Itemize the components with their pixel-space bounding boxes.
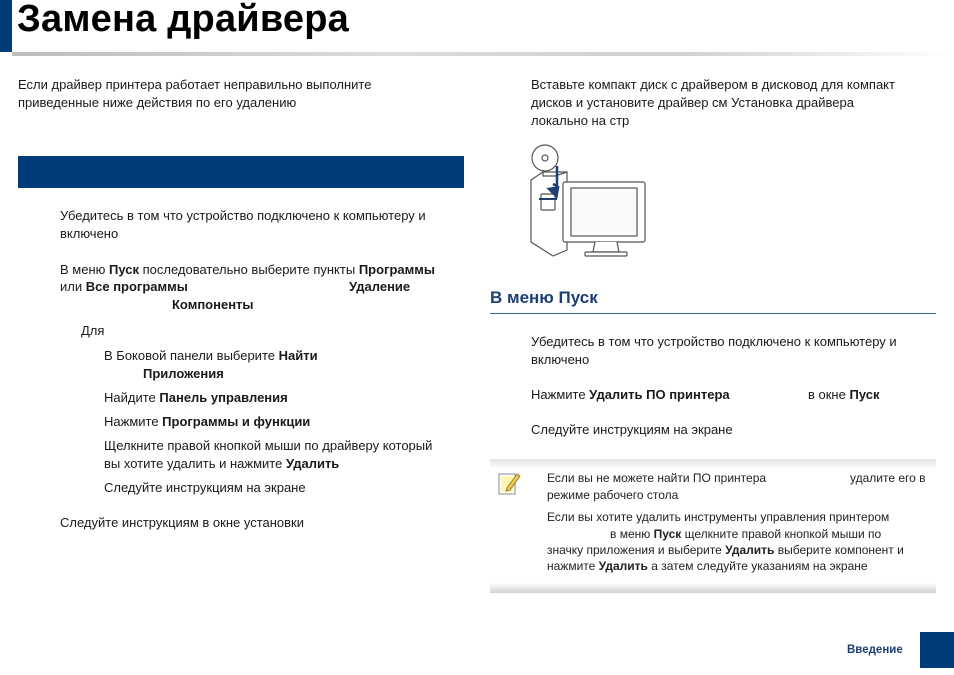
substep-text: вы хотите удалить и нажмите <box>104 456 286 471</box>
right-para-line-3: локально на стр <box>531 113 630 128</box>
substep-delete: Удалить <box>285 456 340 471</box>
start-step1-line-2: включено <box>531 352 590 367</box>
step2-text: или <box>60 279 86 294</box>
title-divider <box>12 52 954 56</box>
start-step2-tail <box>808 386 879 404</box>
note-text: выберите компонент и <box>774 543 904 557</box>
uninstall-printer-software: Удалить ПО принтера <box>589 387 730 402</box>
note-text: значку приложения и выберите <box>547 543 726 557</box>
substep2 <box>104 389 288 407</box>
right-para-line-2: дисков и установите драйвер см Установка драйвера <box>531 95 854 110</box>
note-delete-label-2: Удалить <box>598 559 648 573</box>
note-text: нажмите <box>547 559 599 573</box>
note-line-1a: Если вы не можете найти ПО принтера <box>547 471 767 485</box>
substep-text: Найдите <box>104 390 160 405</box>
step2-start-menu: Пуск <box>109 262 139 277</box>
substep-programs-features: Программы и функции <box>162 414 311 429</box>
step2-text: последовательно выберите пункты <box>139 262 359 277</box>
start-step3: Следуйте инструкциям на экране <box>531 422 733 437</box>
right-para-line-1: Вставьте компакт диск с драйвером в дисковод для компакт <box>531 77 895 92</box>
note-line-1b: удалите его в <box>850 471 926 485</box>
note-line-5 <box>547 542 904 559</box>
step-text: Нажмите <box>531 387 590 402</box>
intro-line-2: приведенные ниже действия по его удалению <box>18 95 297 110</box>
step2-text: В меню <box>60 262 109 277</box>
step2-uninstall-label: Удаление <box>349 279 411 294</box>
note-delete-label: Удалить <box>725 543 775 557</box>
footer-section-link[interactable]: Введение <box>847 644 903 656</box>
substep-find: Найти <box>278 348 318 363</box>
start-step1-line-1: Убедитесь в том что устройство подключено к компьютеру и <box>531 334 897 349</box>
step2-line-1 <box>60 261 435 279</box>
pc-tower-icon <box>531 172 567 256</box>
substep1-line-2 <box>143 365 224 383</box>
step1-line-2: включено <box>60 226 119 241</box>
step2-all-programs: Все программы <box>85 279 188 294</box>
section-band <box>18 156 464 188</box>
step1-line-1: Убедитесь в том что устройство подключено к компьютеру и <box>60 208 426 223</box>
step2-components-label: Компоненты <box>172 297 254 312</box>
section-divider <box>490 313 936 314</box>
start-step2 <box>531 386 730 404</box>
start-menu-label: Пуск <box>849 387 880 402</box>
section-heading: В меню Пуск <box>490 288 598 307</box>
note-pencil-icon <box>497 470 521 496</box>
intro-line-1: Если драйвер принтера работает неправильно выполните <box>18 77 372 92</box>
step3: Следуйте инструкциям в окне установки <box>60 515 304 530</box>
substep4-line-1: Щелкните правой кнопкой мыши по драйверу который <box>104 438 433 453</box>
substep5: Следуйте инструкциям на экране <box>104 480 306 495</box>
note-text: щелкните правой кнопкой мыши по <box>681 527 882 541</box>
note-line-6 <box>547 558 868 575</box>
substep1-line-1 <box>104 347 318 365</box>
cd-install-illustration <box>527 142 651 260</box>
step2-programs: Программы <box>358 262 435 277</box>
note-line-3: Если вы хотите удалить инструменты управления принтером <box>547 510 890 524</box>
substep3 <box>104 413 310 431</box>
note-line-2: режиме рабочего стола <box>547 488 679 502</box>
header-accent-bar <box>0 0 12 52</box>
page-number-box <box>920 632 954 668</box>
substep-apps: Приложения <box>143 366 224 381</box>
note-line-4 <box>610 526 881 543</box>
step2-components <box>172 296 254 314</box>
substep-control-panel: Панель управления <box>159 390 288 405</box>
step-text: в окне <box>808 387 850 402</box>
substep-text: В Боковой панели выберите <box>104 348 279 363</box>
note-text: а затем следуйте указаниям на экране <box>647 559 868 573</box>
step2-uninstall <box>349 278 410 296</box>
for-label: Для <box>81 323 105 338</box>
step2-line-2 <box>60 278 188 296</box>
page-title: Замена драйвера <box>17 0 349 40</box>
note-text: в меню <box>610 527 654 541</box>
note-start-label: Пуск <box>653 527 682 541</box>
substep4-line-2 <box>104 455 339 473</box>
substep-text: Нажмите <box>104 414 163 429</box>
